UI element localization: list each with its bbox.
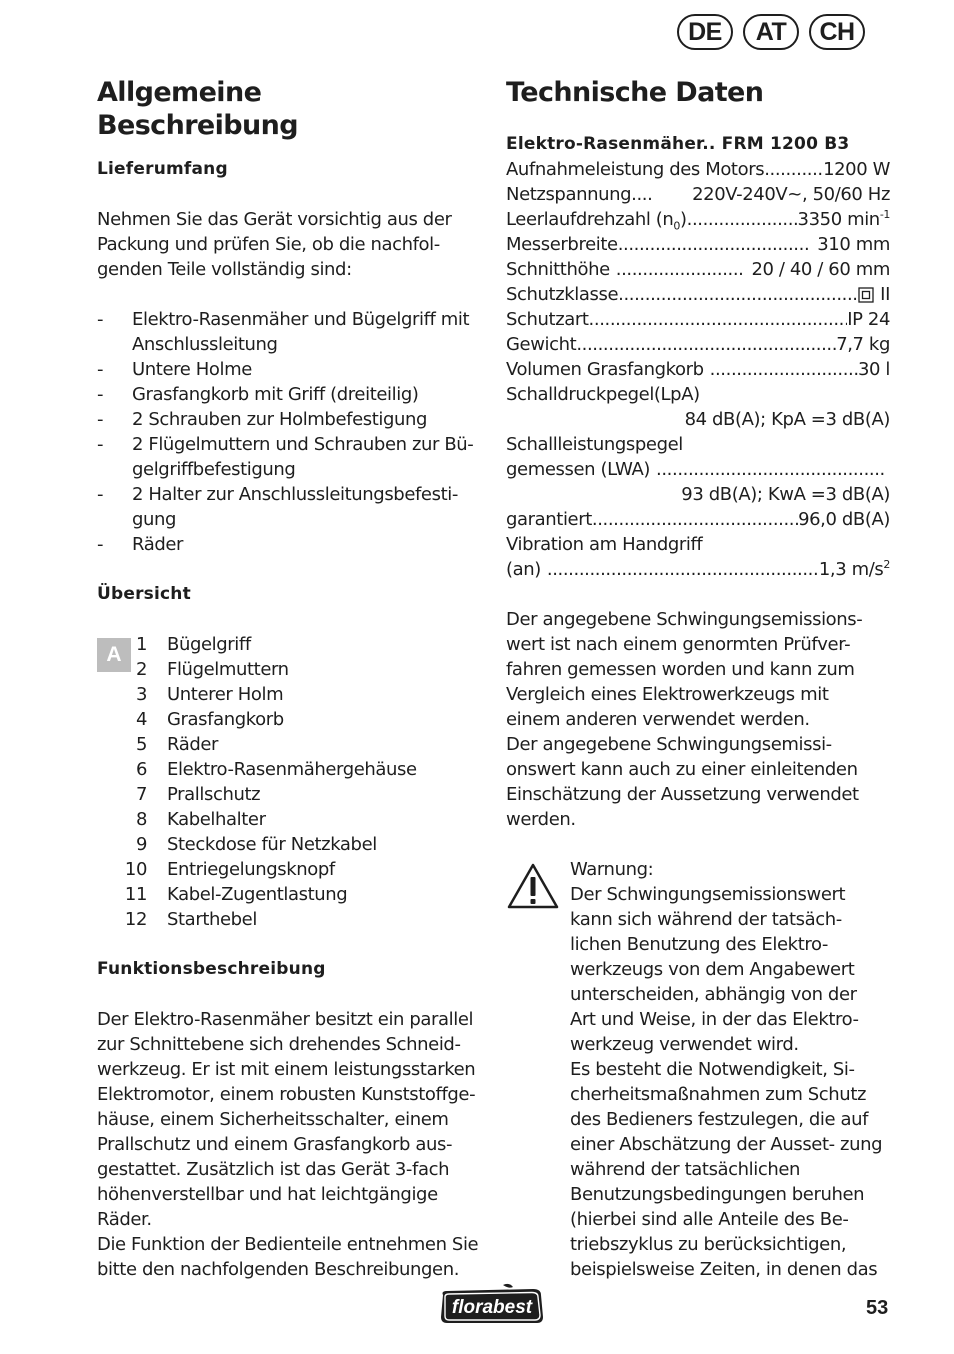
vibration-paragraph-1: Der angegebene Schwingungsemissions- wert ist nach einem genormten Prüfver- fahren gemessen worden und kann zum Vergleich eines Elektrowerkzeugs mit einem anderen verwendet werden. [506, 609, 863, 730]
spec-row-netzspannung: Netzspannung.... 220V-240V~, 50/60 Hz [506, 184, 890, 205]
page-number: 53 [866, 1297, 889, 1319]
spec-row-an: (an) ..... 1,3 $m/s^2$ [506, 557, 890, 582]
list-item: 2 Flügelmuttern [135, 659, 289, 680]
spec-row-gewicht: Gewicht ..... 7,7 kg [506, 332, 890, 357]
heading-uebersicht: Übersicht [97, 584, 191, 604]
heading-funktionsbeschreibung: Funktionsbeschreibung [97, 959, 326, 979]
spec-row-schalldruckpegel-value: 84 dB(A); KpA =3 dB(A) [684, 409, 890, 430]
delivery-list [97, 307, 487, 557]
list-item: 1 Bügelgriff [135, 634, 251, 655]
overview-list [97, 632, 487, 932]
florabest-logo [437, 1283, 549, 1327]
list-item: 8 Kabelhalter [135, 809, 266, 830]
spec-row-garantiert: garantiert ..... 96,0 dB(A) [506, 507, 890, 532]
list-item: 9 Steckdose für Netzkabel [135, 834, 377, 855]
list-item: - Räder [97, 534, 184, 555]
protection-class-ii-icon [858, 287, 874, 303]
figure-tag-a: A [97, 638, 131, 672]
list-item: 12 Starthebel [124, 909, 257, 930]
spec-row-volumen: Volumen Grasfangkorb ..... 30 l [506, 357, 890, 382]
section-title-allgemeine-beschreibung: Allgemeine Beschreibung [97, 77, 298, 141]
list-item: 6 Elektro-Rasenmähergehäuse [135, 759, 417, 780]
funktion-paragraph-2: Die Funktion der Bedienteile entnehmen Sie bitte den nachfolgenden Beschreibungen. [97, 1234, 479, 1280]
list-item: 11 Kabel-Zugentlastung [124, 884, 348, 905]
spec-row-vibration: Vibration am Handgriff [506, 534, 703, 555]
country-badge-at: AT [743, 14, 799, 50]
spec-row-schutzart: Schutzart ..... IP 24 [506, 307, 890, 332]
list-item: - 2 Flügelmuttern und Schrauben zur Bü- gelgriffbefestigung [97, 434, 474, 480]
warning-title: Warnung: [570, 859, 654, 880]
spec-row-gemessen: gemessen (LWA) ..... [506, 457, 890, 482]
section-title-technische-daten: Technische Daten [506, 77, 764, 108]
list-item: 5 Räder [135, 734, 219, 755]
list-item: 10 Entriegelungsknopf [124, 859, 335, 880]
spec-row-schalldruckpegel: Schalldruckpegel(LpA) [506, 384, 700, 405]
list-item: - Elektro-Rasenmäher und Bügelgriff mit Anschlussleitung [97, 309, 470, 355]
model-heading: Elektro-Rasenmäher.. FRM 1200 B3 [506, 134, 850, 154]
country-badge-de: DE [677, 14, 733, 50]
logo-text: florabest [451, 1297, 533, 1318]
funktion-paragraph-1: Der Elektro-Rasenmäher besitzt ein parallel zur Schnittebene sich drehendes Schneid- werkzeug. Er ist mit einem leistungsstarken Elektromotor, einem robusten Kunststoffge- häuse, einem Sicherheitsschalter, einem Prallschutz und einem Grasfangkorb aus- gestattet. Zusätzlich ist das Gerät 3-fach höhenverstellbar und hat leichtgängige Räder. [97, 1009, 476, 1230]
spec-row-schallleistungspegel: Schallleistungspegel [506, 434, 683, 455]
heading-lieferumfang: Lieferumfang [97, 159, 228, 179]
vibration-paragraph-2: Der angegebene Schwingungsemissi- onswert kann auch zu einer einleitenden Einschätzung der Aussetzung verwendet werden. [506, 734, 859, 830]
lieferumfang-intro: Nehmen Sie das Gerät vorsichtig aus der Packung und prüfen Sie, ob die nachfol- genden Teile vollständig sind: [97, 209, 452, 280]
warning-paragraph-1: Der Schwingungsemissionswert kann sich während der tatsäch- lichen Benutzung des Elektro- werkzeugs von dem Angabewert unterscheiden, abhängig von der Art und Weise, in der das Elektro- werkzeug verwendet wird. [570, 884, 859, 1055]
spec-row-schnitthoehe: Schnitthöhe ..... 20 / 40 / 60 mm [506, 257, 890, 282]
spec-row-leerlaufdrehzahl: Leerlaufdrehzahl $(n_0)$ ..... 3350 $\min^{-1}$ [506, 207, 890, 232]
list-item: - 2 Schrauben zur Holmbefestigung [97, 409, 428, 430]
list-item: - Grasfangkorb mit Griff (dreiteilig) [97, 384, 419, 405]
list-item: 4 Grasfangkorb [135, 709, 284, 730]
warning-paragraph-2: Es besteht die Notwendigkeit, Si- cherheitsmaßnahmen zum Schutz des Bedieners festzulegen, die auf einer Abschätzung der Ausset- zung während der tatsächlichen Benutzungsbedingungen beruhen (hierbei sind alle Anteile des Be- triebszyklus zu berücksichtigen, beispielsweise Zeiten, in denen das [570, 1059, 883, 1280]
list-item: - 2 Halter zur Anschlussleitungsbefesti- gung [97, 484, 458, 530]
spec-row-schutzklasse: Schutzklasse ..... II [506, 282, 890, 307]
list-item: 7 Prallschutz [135, 784, 261, 805]
country-badge-ch: CH [809, 14, 865, 50]
spec-row-aufnahmeleistung: Aufnahmeleistung des Motors ..... 1200 W [506, 157, 890, 182]
spec-row-messerbreite: Messerbreite ..... 310 mm [506, 232, 890, 257]
list-item: 3 Unterer Holm [135, 684, 284, 705]
list-item: - Untere Holme [97, 359, 252, 380]
country-badges [677, 14, 865, 50]
spec-row-gemessen-value: 93 dB(A); KwA =3 dB(A) [681, 484, 890, 505]
warning-triangle-icon [506, 862, 560, 910]
spec-table [506, 157, 890, 582]
